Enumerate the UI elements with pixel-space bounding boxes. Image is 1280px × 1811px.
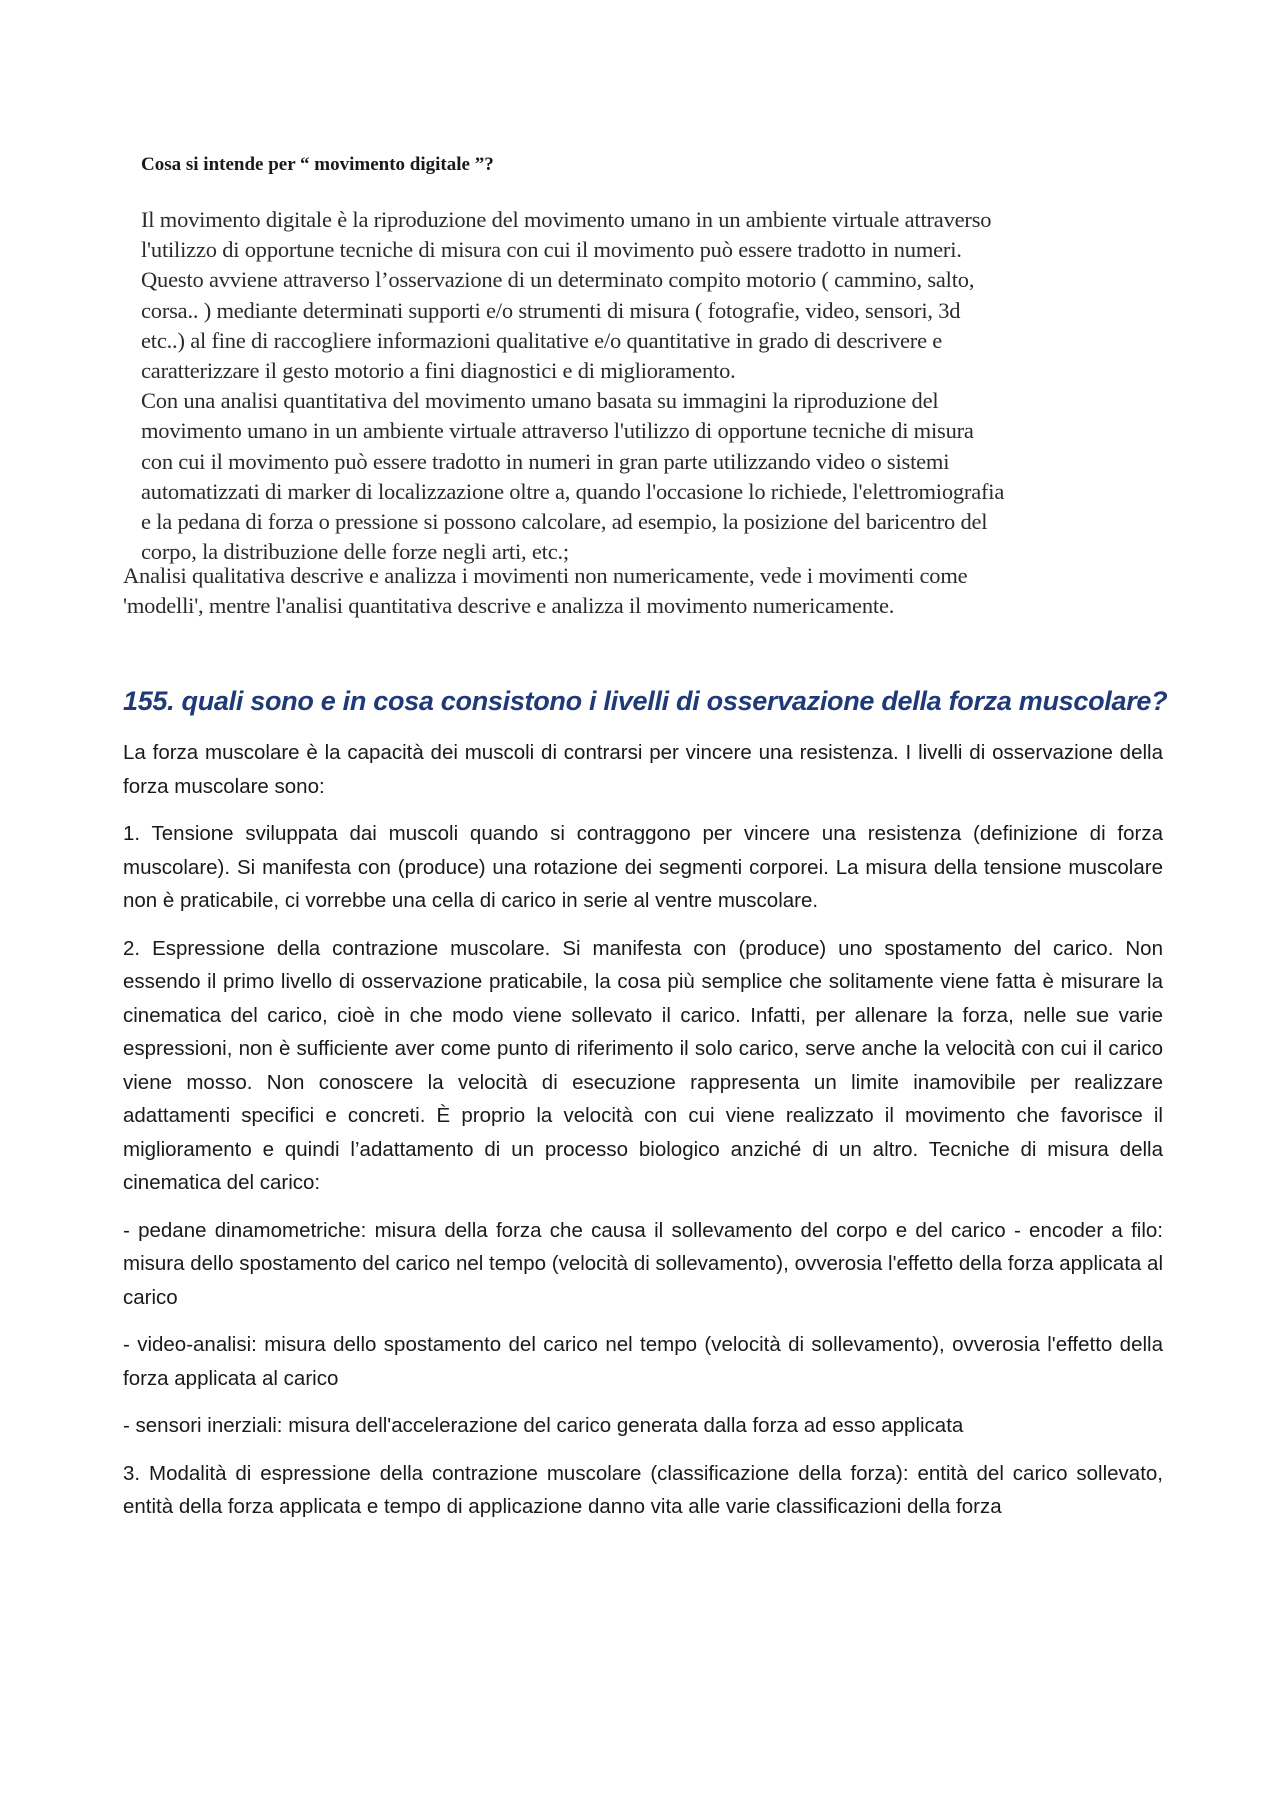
text-line: l'utilizzo di opportune tecniche di misura con cui il movimento può essere tradotto in numeri. bbox=[141, 237, 962, 263]
technique-item: - pedane dinamometriche: misura della forza che causa il sollevamento del corpo e del carico - encoder a filo: misura dello spostamento del carico nel tempo (velocità di sollevamento), ovverosia l'effetto della forza applicata al carico bbox=[123, 1218, 1163, 1309]
text-line: movimento umano in un ambiente virtuale attraverso l'utilizzo di opportune tecniche di misura bbox=[141, 418, 974, 444]
question-title: Cosa si intende per “ movimento digitale ”? bbox=[141, 154, 494, 175]
technique-item: - sensori inerziali: misura dell'accelerazione del carico generata dalla forza ad esso applicata bbox=[123, 1414, 964, 1437]
text-line: caratterizzare il gesto motorio a fini diagnostici e di miglioramento. bbox=[141, 358, 736, 384]
definition-paragraph bbox=[141, 205, 1156, 567]
text-line: Il movimento digitale è la riproduzione del movimento umano in un ambiente virtuale attraverso bbox=[141, 207, 992, 232]
text-line: e la pedana di forza o pressione si possono calcolare, ad esempio, la posizione del baricentro del bbox=[141, 509, 988, 535]
text-line: con cui il movimento può essere tradotto in numeri in gran parte utilizzando video o sistemi bbox=[141, 448, 950, 474]
text-line: Con una analisi quantitativa del movimento umano basata su immagini la riproduzione del bbox=[141, 388, 939, 414]
section-heading: 155. quali sono e in cosa consistono i livelli di osservazione della forza muscolare? bbox=[123, 686, 1168, 716]
text-line: 'modelli', mentre l'analisi quantitativa descrive e analizza il movimento numericamente. bbox=[123, 593, 895, 619]
text-line: Analisi qualitativa descrive e analizza i movimenti non numericamente, vede i movimenti come bbox=[123, 563, 968, 588]
text-line: corsa.. ) mediante determinati supporti e/o strumenti di misura ( fotografie, video, sensori, 3d bbox=[141, 297, 961, 323]
technique-item: - video-analisi: misura dello spostamento del carico nel tempo (velocità di sollevamento), ovverosia l'effetto della forza applicata al carico bbox=[123, 1333, 1163, 1390]
answer-body bbox=[123, 736, 1163, 1538]
intro-paragraph: La forza muscolare è la capacità dei muscoli di contrarsi per vincere una resistenza. I livelli di osservazione della forza muscolare sono: bbox=[123, 741, 1163, 798]
text-line: corpo, la distribuzione delle forze negli arti, etc.; bbox=[141, 539, 569, 565]
text-line: automatizzati di marker di localizzazione oltre a, quando l'occasione lo richiede, l'elettromiografia bbox=[141, 478, 1005, 504]
level-2-paragraph: 2. Espressione della contrazione muscolare. Si manifesta con (produce) uno spostamento del carico. Non essendo il primo livello di osservazione praticabile, la cosa più semplice che solitamente viene fatta è misurare la cinematica del carico, cioè in che modo viene sollevato il carico. Infatti, per allenare la forza, nelle sue varie espressioni, non è sufficiente aver come punto di riferimento il solo carico, serve anche la velocità con cui il carico viene mosso. Non conoscere la velocità di esecuzione rappresenta un limite inamovibile per realizzare adattamenti specifici e concreti. È proprio la velocità con cui viene realizzato il movimento che favorisce il miglioramento e quindi l’adattamento di un processo biologico anziché di un altro. Tecniche di misura della cinematica del carico: bbox=[123, 936, 1163, 1194]
text-line: Questo avviene attraverso l’osservazione di un determinato compito motorio ( cammino, salto, bbox=[141, 267, 975, 293]
level-3-paragraph: 3. Modalità di espressione della contrazione muscolare (classificazione della forza): entità del carico sollevato, entità della forza applicata e tempo di applicazione danno vita alle varie classificazioni della forza bbox=[123, 1461, 1163, 1518]
closing-paragraph bbox=[123, 561, 1163, 621]
text-line: etc..) al fine di raccogliere informazioni qualitative e/o quantitative in grado di descrivere e bbox=[141, 327, 943, 353]
level-1-paragraph: 1. Tensione sviluppata dai muscoli quando si contraggono per vincere una resistenza (definizione di forza muscolare). Si manifesta con (produce) una rotazione dei segmenti corporei. La misura della tensione muscolare non è praticabile, ci vorrebbe una cella di carico in serie al ventre muscolare. bbox=[123, 822, 1163, 912]
